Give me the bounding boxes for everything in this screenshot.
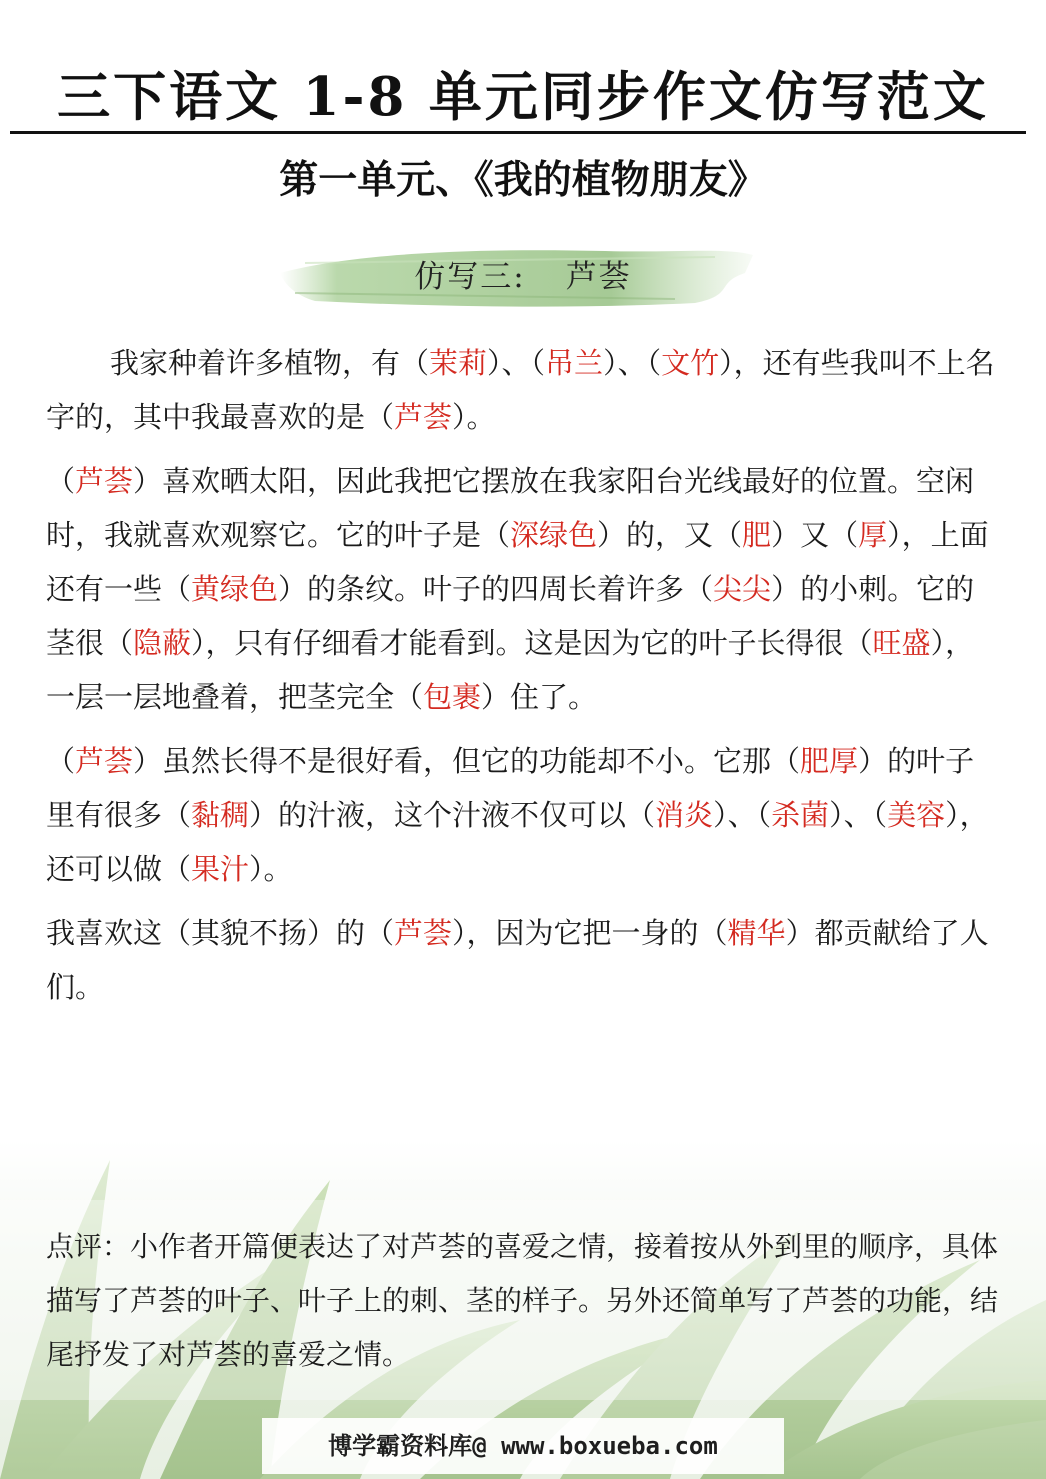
fill-word: 尖尖 [713,572,772,606]
essay-text: ），上面还有一些（ [46,518,989,606]
fill-word: 芦荟 [75,464,134,498]
section-label [0,252,1046,302]
fill-word: 杀菌 [771,798,830,832]
essay-text: ），因为它把一身的（ [452,916,728,950]
section-label-prefix: 仿写三: [414,259,526,295]
essay-text: ）的汁液，这个汁液不仅可以（ [249,798,656,832]
review-comment: 点评：小作者开篇便表达了对芦荟的喜爱之情，接着按从外到里的顺序，具体描写了芦荟的叶子、叶子上的刺、茎的样子。另外还简单写了芦荟的功能，结尾抒发了对芦荟的喜爱之情。 [46,1230,999,1371]
essay-text: ），还可以做（ [46,798,989,886]
essay-text: ）的叶子里有很多（ [46,744,975,832]
fill-word: 芦荟 [394,400,453,434]
essay-text: ）、（ [603,346,662,380]
fill-word: 芦荟 [394,916,453,950]
essay-text: ）的条纹。叶子的四周长着许多（ [278,572,714,606]
essay-text: ）。 [452,400,496,434]
essay-text: ）都贡献给了人们。 [46,916,989,1004]
page-title: 三下语文 1-8 单元同步作文仿写范文 [57,66,989,128]
fill-word: 美容 [887,798,946,832]
unit-title: 第一单元、《我的植物朋友》 [279,157,767,203]
fill-word: 果汁 [191,852,250,886]
fill-word: 肥厚 [800,744,859,778]
essay-text: ），只有仔细看才能看到。这是因为它的叶子长得很（ [191,626,873,660]
essay-text: ）虽然长得不是很好看，但它的功能却不小。它那（ [133,744,801,778]
essay-text: ）喜欢晒太阳，因此我把它摆放在我家阳台光线最好的位置。空闲时，我就喜欢观察它。它的叶子是（ [46,464,975,552]
fill-word: 吊兰 [545,346,604,380]
fill-word: 肥 [742,518,772,552]
essay-text: ），还有些我叫不上名字的，其中我最喜欢的是（ [46,346,995,434]
fill-word: 消炎 [655,798,714,832]
essay-text: 我家种着许多植物，有（ [110,346,430,380]
essay-text: ），一层一层地叠着，把茎完全（ [46,626,975,714]
essay-text: ）、（ [829,798,888,832]
fill-word: 包裹 [423,680,482,714]
essay-text: ）、（ [487,346,546,380]
essay-text: ）。 [249,852,293,886]
essay-paragraph-3 [46,734,1002,896]
essay-text: ）又（ [771,518,859,552]
essay-body [46,336,1002,1024]
fill-word: 茉莉 [429,346,488,380]
fill-word: 黄绿色 [191,572,279,606]
essay-text: ）住了。 [481,680,598,714]
essay-paragraph-2 [46,454,1002,724]
footer-watermark: 博学霸资料库@ www.boxueba.com [328,1432,718,1460]
fill-word: 芦荟 [75,744,134,778]
fill-word: 文竹 [661,346,720,380]
fill-word: 深绿色 [510,518,598,552]
essay-text: ）的，又（ [597,518,743,552]
essay-text: ）的小刺。它的茎很（ [46,572,975,660]
fill-word: 精华 [727,916,786,950]
fill-word: 旺盛 [872,626,931,660]
essay-text: （ [46,464,76,498]
essay-text: （ [46,744,76,778]
essay-text: 我喜欢这（其貌不扬）的（ [46,916,395,950]
essay-paragraph-4 [46,906,1002,1014]
fill-word: 厚 [858,518,888,552]
fill-word: 隐蔽 [133,626,192,660]
fill-word: 黏稠 [191,798,250,832]
section-topic: 芦荟 [565,259,632,295]
essay-paragraph-1 [46,336,1002,444]
title-divider [10,131,1026,134]
essay-text: ）、（ [713,798,772,832]
